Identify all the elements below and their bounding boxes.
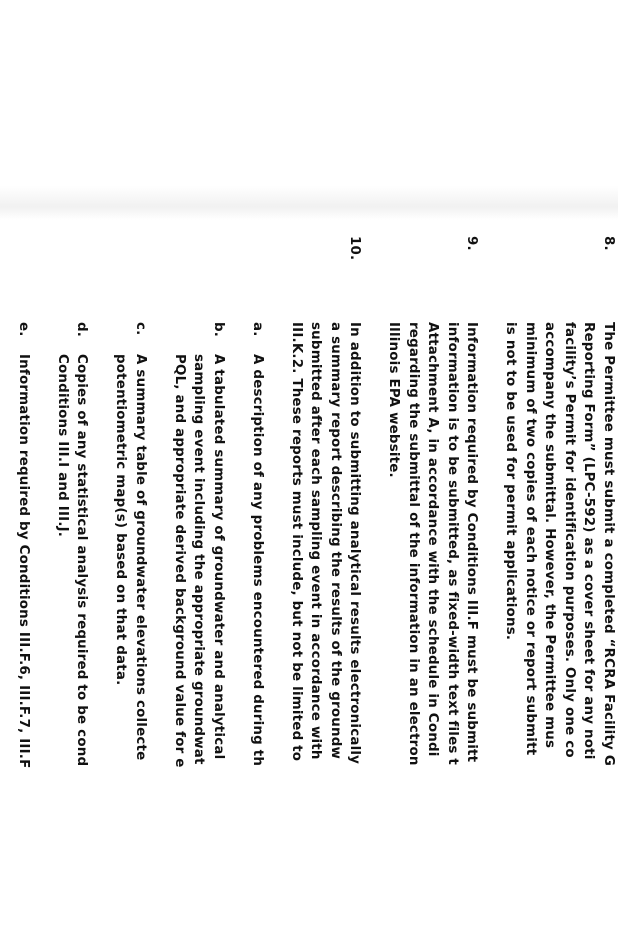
- subitem-e: [14, 322, 34, 936]
- text-line: potentiometric map(s) based on that data.: [111, 354, 131, 936]
- text-line: Copies of any statistical analysis required to be cond: [72, 354, 92, 936]
- text-line: Reporting Form” (LPC-592) as a cover sheet for any noti: [579, 322, 599, 936]
- item-8: [501, 236, 618, 936]
- text-line: Information required by Conditions III.F must be submitt: [462, 322, 482, 936]
- text-line: A summary table of groundwater elevations collecte: [131, 354, 151, 936]
- subitem-d: [53, 322, 92, 936]
- item-number: 9.: [462, 236, 482, 276]
- subitem-letter: e.: [14, 322, 34, 337]
- text-line: facility’s Permit for identification purposes. Only one co: [560, 322, 580, 936]
- text-line: submitted after each sampling event in accordance with: [306, 322, 326, 936]
- text-line: information is to be submitted, as fixed-width text files t: [443, 322, 463, 936]
- text-line: PQL, and appropriate derived background value for e: [170, 354, 190, 936]
- rotated-text-block: [0, 236, 618, 936]
- subitem-letter: b.: [209, 322, 229, 337]
- text-line: A tabulated summary of groundwater and analytical: [209, 354, 229, 936]
- text-line: Information required by Conditions III.F.6, III.F.7, III.F: [14, 354, 34, 936]
- text-line: Conditions III.I and III.J.: [53, 354, 73, 936]
- text-line: A description of any problems encountered during th: [248, 354, 268, 936]
- text-line: regarding the submittal of the information in an electron: [404, 322, 424, 936]
- subitem-b: [170, 322, 229, 936]
- text-line: Illinois EPA website.: [384, 322, 404, 936]
- text-line: Attachment A, in accordance with the schedule in Condi: [423, 322, 443, 936]
- text-line: sampling event including the appropriate groundwat: [189, 354, 209, 936]
- item-9: [384, 236, 482, 936]
- text-line: minimum of two copies of each notice or report submitt: [521, 322, 541, 936]
- text-line: is not to be used for permit applications.: [501, 322, 521, 936]
- text-line: In addition to submitting analytical results electronically: [345, 322, 365, 936]
- text-line: accompany the submittal. However, the Permittee mus: [540, 322, 560, 936]
- subitem-c: [111, 322, 150, 936]
- subitem-letter: a.: [248, 322, 268, 337]
- item-10: [14, 236, 365, 936]
- text-line: a summary report describing the results of the groundw: [326, 322, 346, 936]
- subitem-a: [248, 322, 268, 936]
- subitem-letter: c.: [131, 322, 151, 335]
- scan-shadow-band: [0, 186, 618, 220]
- item-number: 10.: [345, 236, 365, 276]
- text-line: The Permittee must submit a completed “RCRA Facility G: [599, 322, 618, 936]
- subitem-letter: d.: [72, 322, 92, 337]
- item-number: 8.: [599, 236, 618, 276]
- text-line: III.K.2. These reports must include, but not be limited to: [287, 322, 307, 936]
